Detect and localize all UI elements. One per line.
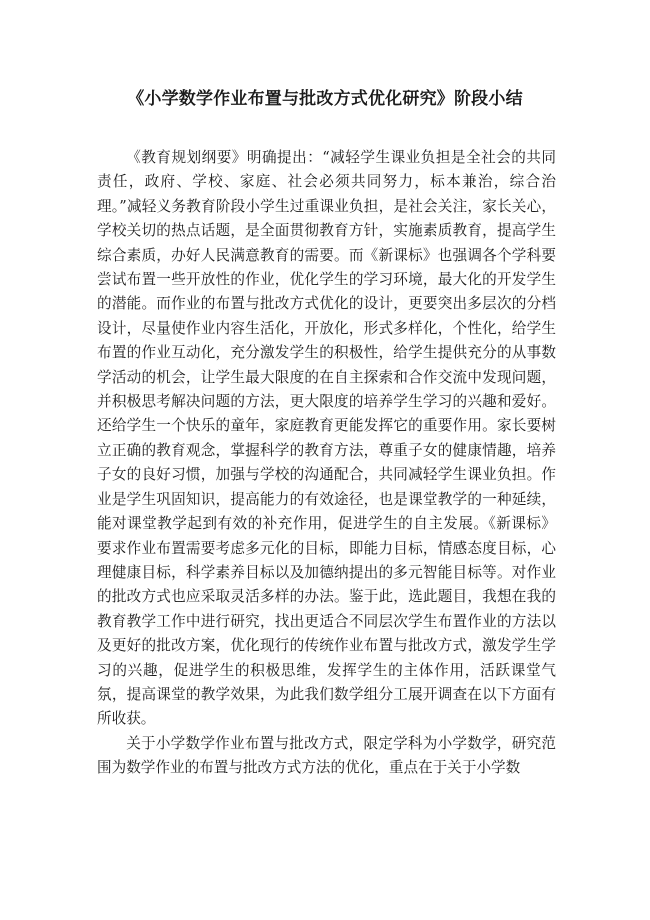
body-paragraph-1: 《教育规划纲要》明确提出：“减轻学生课业负担是全社会的共同责任，政府、学校、家庭、社会必须共同努力，标本兼治，综合治理。”减轻义务教育阶段小学生过重课业负担，是社会关注，家长关心，学校关切的热点话题，是全面贯彻教育方针，实施素质教育，提高学生综合素质，办好人民满意教育的需要。而《新课标》也强调各个学科要尝试布置一些开放性的作业，优化学生的学习环境，最大化的开发学生的潜能。而作业的布置与批改方式优化的设计，更要突出多层次的分档设计，尽量使作业内容生活化，开放化，形式多样化，个性化，给学生布置的作业互动化，充分激发学生的积极性，给学生提供充分的从事数学活动的机会，让学生最大限度的在自主探索和合作交流中发现问题，并积极思考解决问题的方法，更大限度的培养学生学习的兴趣和爱好。还给学生一个快乐的童年，家庭教育更能发挥它的重要作用。家长要树立正确的教育观念，掌握科学的教育方法，尊重子女的健康情趣，培养子女的良好习惯，加强与学校的沟通配合，共同减轻学生课业负担。作业是学生巩固知识，提高能力的有效途径，也是课堂教学的一种延续，能对课堂教学起到有效的补充作用，促进学生的自主发展。《新课标》要求作业布置需要考虑多元化的目标，即能力目标，情感态度目标，心理健康目标，科学素养目标以及加德纳提出的多元智能目标等。对作业的批改方式也应采取灵活多样的办法。鉴于此，选此题目，我想在我的教育教学工作中进行研究，找出更适合不同层次学生布置作业的方法以及更好的批改方案，优化现行的传统作业布置与批改方式，激发学生学习的兴趣，促进学生的积极思维，发挥学生的主体作用，活跃课堂气氛，提高课堂的教学效果，为此我们数学组分工展开调查在以下方面有所收获。 bbox=[97, 149, 556, 728]
body-paragraph-2: 关于小学数学作业布置与批改方式，限定学科为小学数学，研究范围为数学作业的布置与批改方式方法的优化，重点在于关于小学数 bbox=[97, 734, 556, 777]
document-title: 《小学数学作业布置与批改方式优化研究》阶段小结 bbox=[127, 89, 523, 109]
document-body bbox=[97, 146, 556, 781]
